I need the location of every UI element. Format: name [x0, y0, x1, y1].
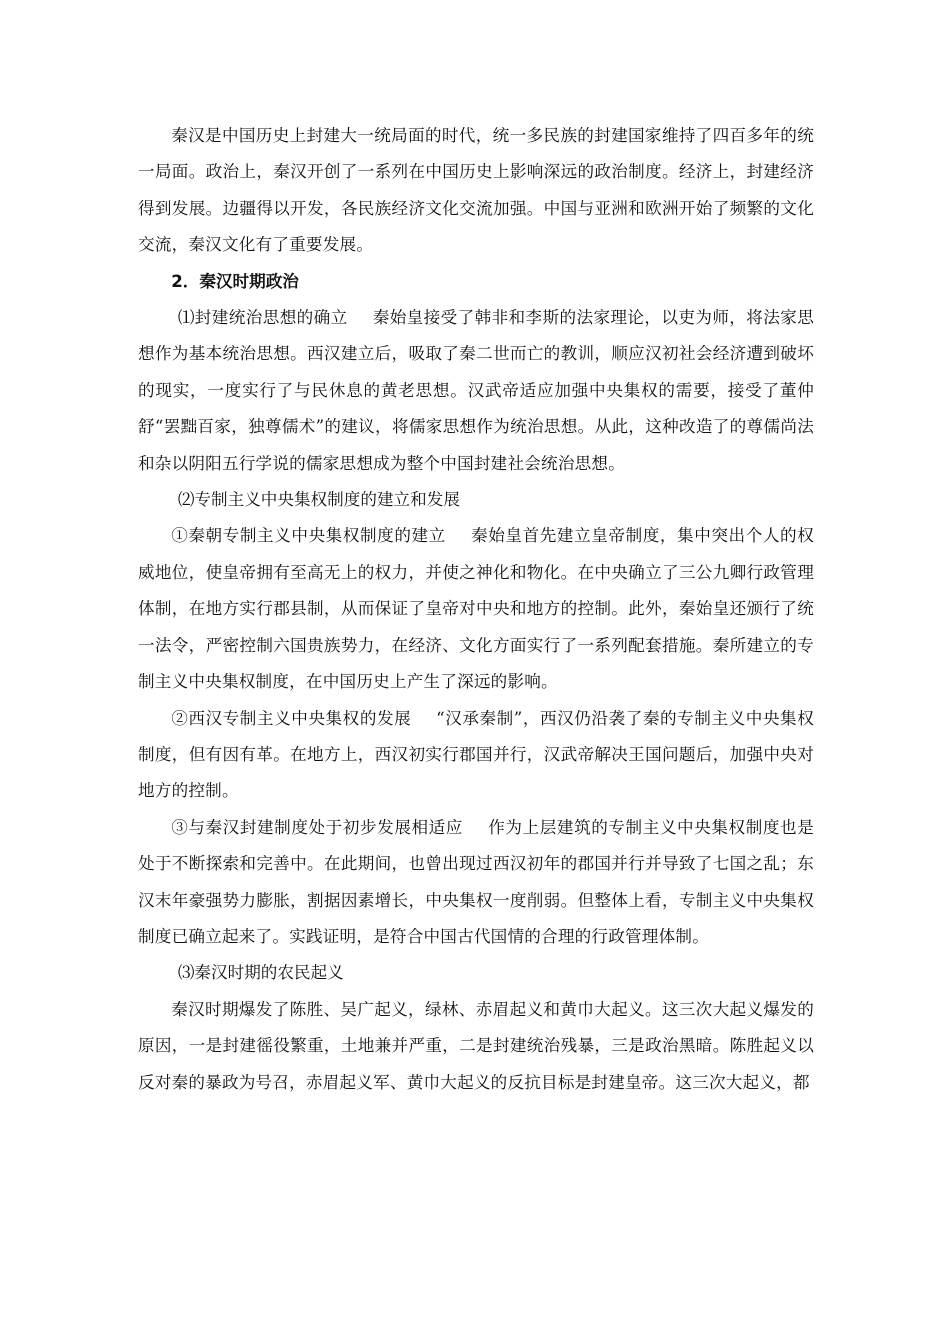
section-heading: 2．秦汉时期政治 — [171, 271, 299, 291]
centralization-heading: ⑵专制主义中央集权制度的建立和发展 — [177, 490, 460, 510]
adaptation-body: 作为上层建筑的专制主义中央集权制度也是处于不断探索和完善中。在此期间，也曾出现过西汉初年的郡国并行并导致了七国之乱；东汉末年豪强势力膨胀，割据因素增长，中央集权一度削弱。但整体上看，专制主义中央集权制度已确立起来了。实践证明，是符合中国古代国情的合理的行政管理体制。 — [138, 817, 814, 946]
uprisings-heading: ⑶秦汉时期的农民起义 — [177, 963, 344, 983]
qin-system-body: 秦始皇首先建立皇帝制度，集中突出个人的权威地位，使皇帝拥有至高无上的权力，并使之神化和物化。在中央确立了三公九卿行政管理体制，在地方实行郡县制，从而保证了皇帝对中央和地方的控制。此外，秦始皇还颁行了统一法令，严密控制六国贵族势力，在经济、文化方面实行了一系列配套措施。秦所建立的专制主义中央集权制度，在中国历史上产生了深远的影响。 — [138, 526, 815, 692]
western-han-body: “汉承秦制”，西汉仍沿袭了秦的专制主义中央集权制度，但有因有革。在地方上，西汉初实行郡国并行，汉武帝解决王国问题后，加强中央对地方的控制。 — [138, 708, 814, 801]
intro-paragraph: 秦汉是中国历史上封建大一统局面的时代，统一多民族的封建国家维持了四百多年的统一局面。政治上，秦汉开创了一系列在中国历史上影响深远的政治制度。经济上，封建经济得到发展。边疆得以开发，各民族经济文化交流加强。中国与亚洲和欧洲开始了频繁的文化交流，秦汉文化有了重要发展。 — [138, 126, 814, 255]
adaptation-lead: ③与秦汉封建制度处于初步发展相适应 — [171, 817, 463, 837]
western-han-lead: ②西汉专制主义中央集权的发展 — [171, 708, 412, 728]
thought-lead: ⑴封建统治思想的确立 — [177, 308, 348, 328]
thought-body: 秦始皇接受了韩非和李斯的法家理论，以吏为师，将法家思想作为基本统治思想。西汉建立后，吸取了秦二世而亡的教训，顺应汉初社会经济遭到破坏的现实，一度实行了与民休息的黄老思想。汉武帝适应加强中央集权的需要，接受了董仲舒“罢黜百家，独尊儒术”的建议，将儒家思想作为统治思想。从此，这种改造了的尊儒尚法和杂以阴阳五行学说的儒家思想成为整个中国封建社会统治思想。 — [138, 308, 815, 473]
uprisings-paragraph: 秦汉时期爆发了陈胜、吴广起义，绿林、赤眉起义和黄巾大起义。这三次大起义爆发的原因，一是封建徭役繁重，土地兼并严重，二是封建统治残暴，三是政治黑暗。陈胜起义以反对秦的暴政为号召，赤眉起义军、黄巾大起义的反抗目标是封建皇帝。这三次大起义，都 — [138, 999, 814, 1092]
adaptation-paragraph — [138, 810, 814, 956]
thought-paragraph — [138, 300, 814, 482]
western-han-paragraph — [138, 701, 814, 810]
qin-system-paragraph — [138, 518, 814, 700]
document-body — [138, 118, 814, 1101]
qin-system-lead: ①秦朝专制主义中央集权制度的建立 — [171, 526, 446, 546]
